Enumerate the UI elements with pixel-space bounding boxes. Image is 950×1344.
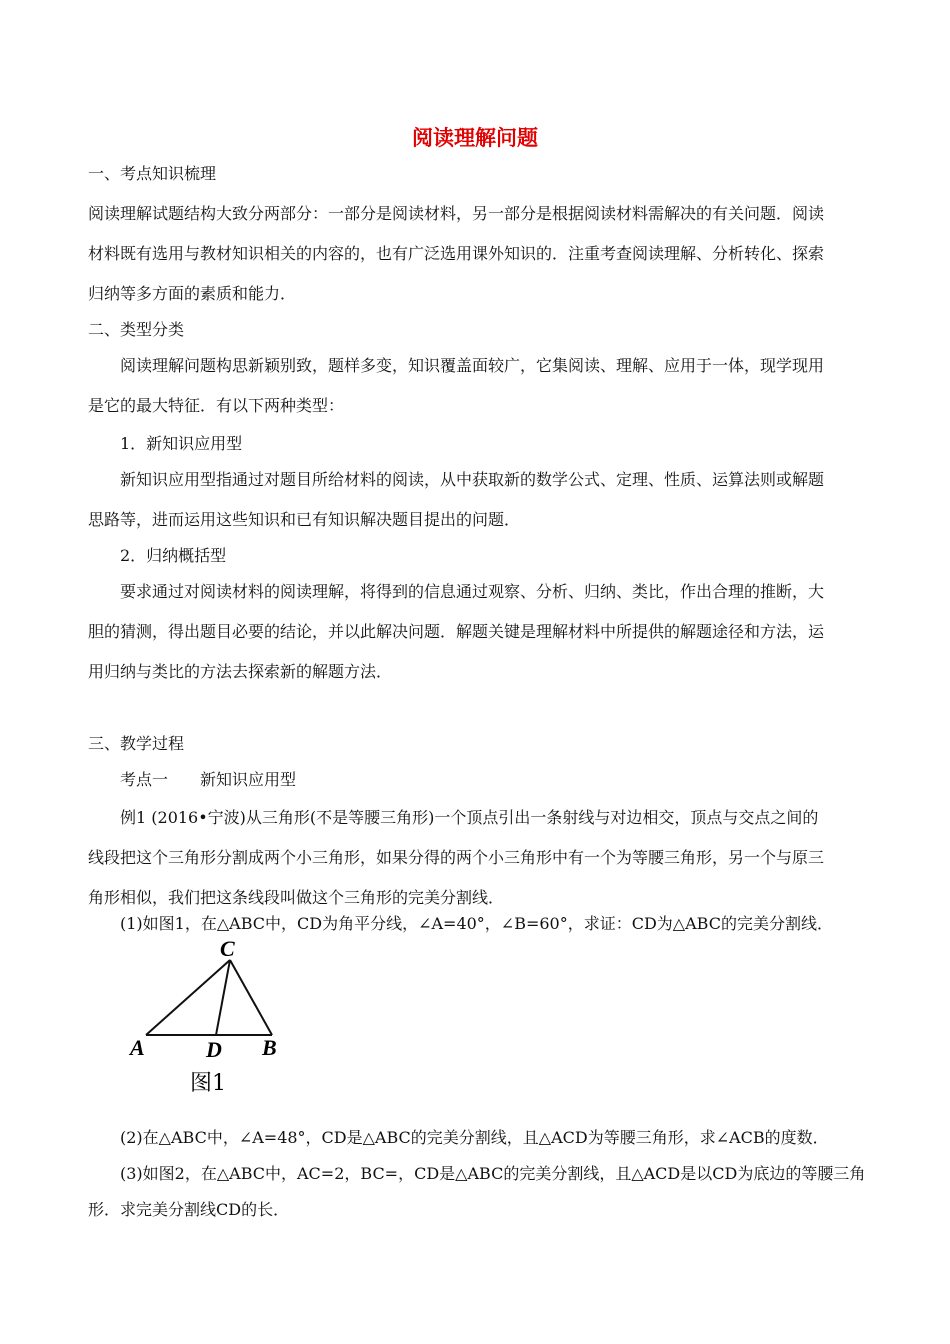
paragraph-line: 例1 (2016•宁波)从三角形(不是等腰三角形)一个顶点引出一条射线与对边相交，顶点与交点之间的 (120, 808, 819, 827)
paragraph-line: 阅读理解试题结构大致分两部分：一部分是阅读材料，另一部分是根据阅读材料需解决的有关问题．阅读 (88, 204, 825, 223)
type1-heading: 1．新知识应用型 (120, 434, 243, 453)
type2-heading: 2．归纳概括型 (120, 546, 227, 565)
section1-heading: 一、考点知识梳理 (88, 164, 217, 183)
paragraph-line: 思路等，进而运用这些知识和已有知识解决题目提出的问题． (88, 510, 521, 529)
label-a: A (130, 1035, 145, 1060)
section2-heading: 二、类型分类 (88, 320, 185, 339)
question-3-line: (3)如图2，在△ABC中，AC=2，BC=，CD是△ABC的完美分割线，且△ACD是以CD为底边的等腰三角 (120, 1164, 866, 1183)
page-title: 阅读理解问题 (412, 126, 538, 150)
paragraph-line: 材料既有选用与教材知识相关的内容的，也有广泛选用课外知识的．注重考查阅读理解、分析转化、探索 (88, 244, 825, 263)
paragraph-line: 角形相似，我们把这条线段叫做这个三角形的完美分割线． (88, 888, 505, 907)
question-3-line: 形．求完美分割线CD的长． (88, 1200, 290, 1219)
paragraph-line: 阅读理解问题构思新颖别致，题样多变，知识覆盖面较广，它集阅读、理解、应用于一体，现学现用 (120, 356, 825, 375)
section3-heading: 三、教学过程 (88, 734, 185, 753)
question-1: (1)如图1，在△ABC中，CD为角平分线，∠A=40°，∠B=60°，求证：CD为△ABC的完美分割线． (120, 914, 833, 933)
label-c: C (220, 940, 235, 961)
label-d: D (206, 1037, 222, 1062)
question-2: (2)在△ABC中，∠A=48°，CD是△ABC的完美分割线，且△ACD为等腰三角形，求∠ACB的度数． (120, 1128, 829, 1147)
paragraph-line: 要求通过对阅读材料的阅读理解，将得到的信息通过观察、分析、归纳、类比，作出合理的推断，大 (120, 582, 825, 601)
paragraph-line: 胆的猜测，得出题目必要的结论，并以此解决问题．解题关键是理解材料中所提供的解题途径和方法，运 (88, 622, 825, 641)
paragraph-line: 归纳等多方面的素质和能力． (88, 284, 297, 303)
paragraph-line: 新知识应用型指通过对题目所给材料的阅读，从中获取新的数学公式、定理、性质、运算法则或解题 (120, 470, 825, 489)
figure-caption: 图1 (190, 1071, 226, 1096)
paragraph-line: 线段把这个三角形分割成两个小三角形，如果分得的两个小三角形中有一个为等腰三角形，另一个与原三 (88, 848, 825, 867)
side-bc (230, 960, 272, 1035)
paragraph-line: 用归纳与类比的方法去探索新的解题方法． (88, 662, 393, 681)
label-b: B (262, 1035, 277, 1060)
triangle-figure-1 (120, 940, 300, 1100)
paragraph-line: 是它的最大特征．有以下两种类型： (88, 396, 345, 415)
triangle-lines (146, 960, 272, 1035)
kaodian-heading: 考点一 新知识应用型 (120, 770, 297, 789)
